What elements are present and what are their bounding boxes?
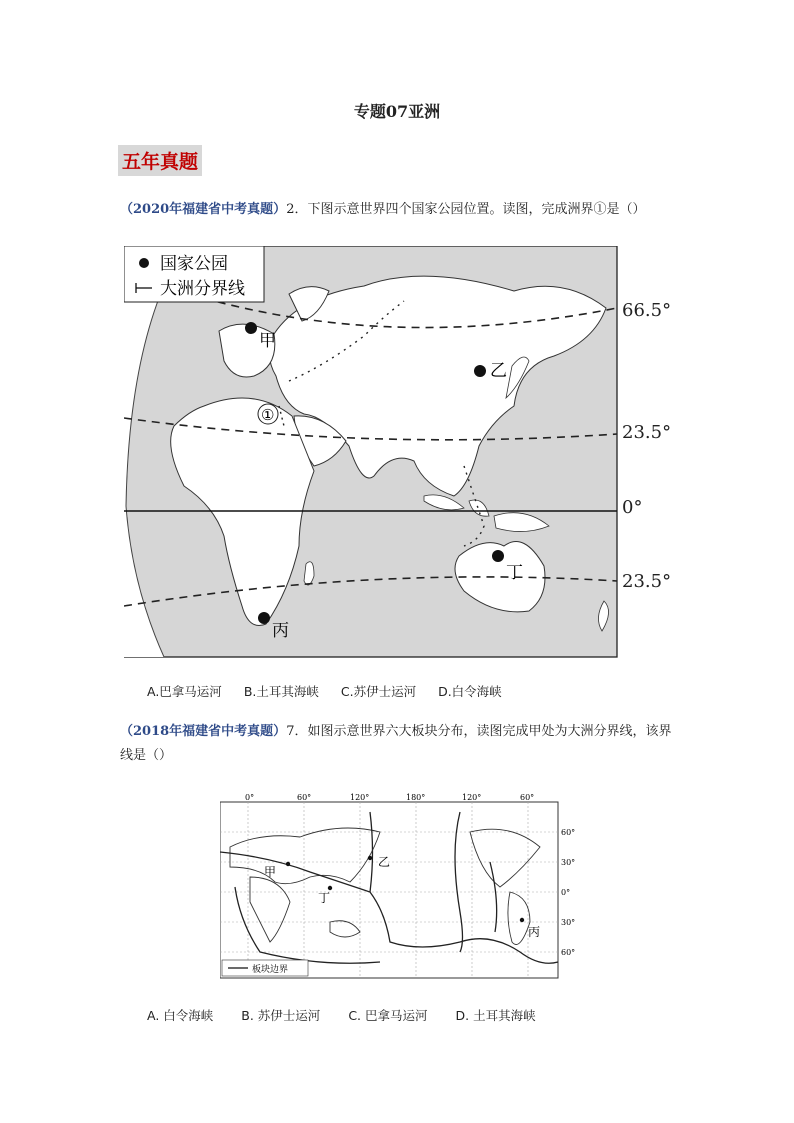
legend-park-label: 国家公园 xyxy=(160,254,228,274)
option-a[interactable]: A. 白令海峡 xyxy=(147,1008,214,1023)
lat-label-30s: 30° xyxy=(561,918,576,927)
lat-label-60s: 60° xyxy=(561,948,576,957)
question-1-options xyxy=(147,682,502,700)
plate-label-ding: 丁 xyxy=(318,891,331,905)
question-1 xyxy=(120,198,680,222)
label-ding: 丁 xyxy=(506,563,523,583)
plate-label-jia: 甲 xyxy=(264,865,277,879)
option-c[interactable]: C. 巴拿马运河 xyxy=(348,1008,428,1023)
question-2 xyxy=(120,720,680,768)
lat-label-66: 66.5° xyxy=(622,300,672,321)
option-d[interactable]: D.白令海峡 xyxy=(438,684,502,699)
legend-park-icon xyxy=(139,258,149,268)
legend-plate-boundary-label: 板块边界 xyxy=(252,965,289,975)
page-title: 专题07亚洲 xyxy=(353,102,441,121)
option-a[interactable]: A.巴拿马运河 xyxy=(147,684,222,699)
label-boundary-one: ① xyxy=(261,406,275,424)
label-yi: 乙 xyxy=(490,361,507,381)
world-map-figure xyxy=(124,246,619,659)
plates-map-figure xyxy=(220,792,580,982)
question-2-text: 7．如图示意世界六大板块分布，读图完成甲处为大洲分界线，该界线是（） xyxy=(120,724,672,763)
label-jia: 甲 xyxy=(259,331,276,351)
option-b[interactable]: B. 苏伊士运河 xyxy=(241,1008,321,1023)
lat-label-60n: 60° xyxy=(561,828,576,837)
plate-label-yi: 乙 xyxy=(378,855,391,869)
section-label: 五年真题 xyxy=(118,145,202,176)
option-d[interactable]: D. 土耳其海峡 xyxy=(455,1008,536,1023)
lat-label-0: 0° xyxy=(622,497,643,518)
park-point-bing xyxy=(258,612,270,624)
lon-label-60w: 60° xyxy=(520,793,535,802)
option-c[interactable]: C.苏伊士运河 xyxy=(340,684,417,699)
legend-boundary-label: 大洲分界线 xyxy=(160,279,245,299)
question-1-source: （2020年福建省中考真题） xyxy=(120,202,287,217)
lon-label-0: 0° xyxy=(245,793,255,802)
park-point-ding xyxy=(492,550,504,562)
plate-label-bing: 丙 xyxy=(528,925,541,939)
lat-label-30n: 30° xyxy=(561,858,576,867)
question-2-source: （2018年福建省中考真题） xyxy=(120,724,287,739)
lon-label-60e: 60° xyxy=(297,793,312,802)
option-b[interactable]: B.土耳其海峡 xyxy=(243,684,319,699)
lat-label-23s: 23.5° xyxy=(622,571,672,592)
park-point-yi xyxy=(474,365,486,377)
lat-label-0: 0° xyxy=(561,888,571,897)
label-bing: 丙 xyxy=(272,621,289,641)
lon-label-120e: 120° xyxy=(350,793,370,802)
question-1-text: 2．下图示意世界四个国家公园位置。读图，完成洲界①是（） xyxy=(286,202,646,217)
question-2-options xyxy=(147,1006,536,1024)
park-point-jia xyxy=(245,322,257,334)
lon-label-180: 180° xyxy=(406,793,426,802)
lat-label-23n: 23.5° xyxy=(622,422,672,443)
lon-label-120w: 120° xyxy=(462,793,482,802)
